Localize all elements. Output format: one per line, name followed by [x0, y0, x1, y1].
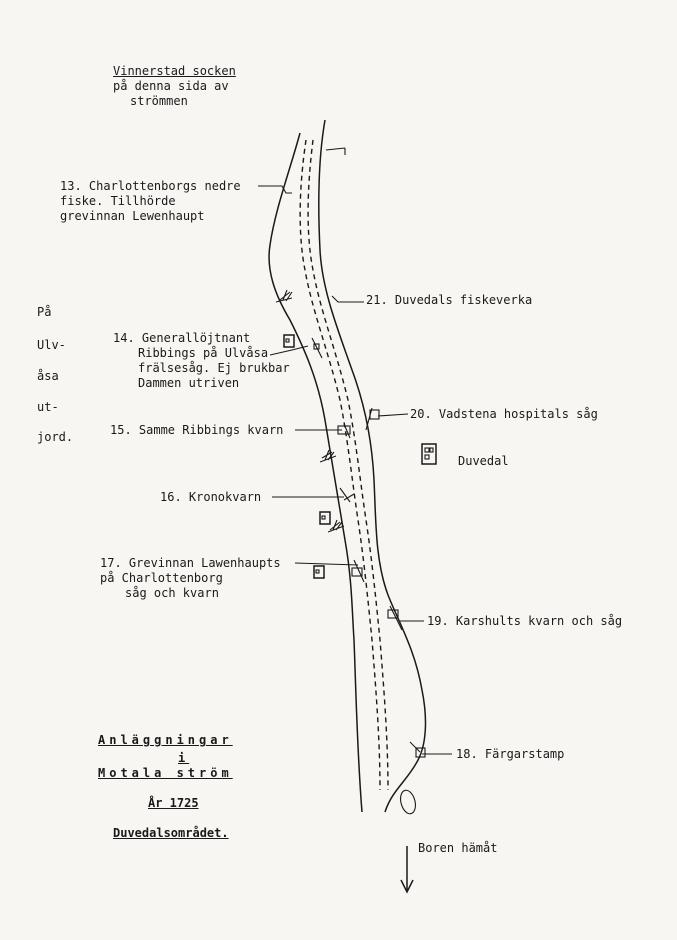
- building-duvedal: [422, 444, 436, 464]
- label-13-line2: fiske. Tillhörde: [60, 194, 176, 208]
- label-21: 21. Duvedals fiskeverka: [366, 293, 533, 307]
- legend-area: Duvedalsområdet.: [113, 826, 229, 840]
- label-14-line4: Dammen utriven: [138, 376, 240, 390]
- parish-subtitle-1: på denna sida av: [113, 79, 229, 93]
- mill-symbol-14: [312, 338, 322, 358]
- legend-river: Motala ström: [98, 766, 233, 780]
- label-17-line3: såg och kvarn: [125, 586, 219, 600]
- side-note-1: På: [37, 305, 52, 319]
- legend-year: År 1725: [148, 796, 199, 810]
- building-west-1: [284, 335, 294, 347]
- label-18: 18. Färgarstamp: [456, 747, 565, 761]
- direction-label: Boren hämåt: [418, 841, 498, 855]
- mill-symbol-19: [388, 606, 402, 630]
- label-13-line3: grevinnan Lewenhaupt: [60, 209, 205, 223]
- label-14-line1: 14. Generallöjtnant: [113, 331, 251, 345]
- building-west-2: [320, 512, 330, 524]
- river-island: [398, 789, 418, 816]
- legend-mid: i: [178, 751, 190, 765]
- building-west-3: [314, 566, 324, 578]
- label-14-line3: frälsesåg. Ej brukbar: [138, 361, 290, 375]
- label-14-line2: Ribbings på Ulvåsa: [138, 346, 269, 360]
- leader-21: [332, 296, 364, 302]
- direction-arrow: [401, 846, 413, 892]
- leader-13: [258, 186, 292, 193]
- canal-line-west: [300, 140, 380, 790]
- bank-hatch-2: [320, 450, 336, 462]
- parish-subtitle-2: strömmen: [130, 94, 188, 108]
- east-bank-hook: [326, 148, 345, 155]
- label-16: 16. Kronokvarn: [160, 490, 262, 504]
- label-20: 20. Vadstena hospitals såg: [410, 407, 598, 421]
- label-17-line1: 17. Grevinnan Lawenhaupts: [100, 556, 281, 570]
- east-river-bank: [319, 120, 426, 812]
- side-note-4: ut-: [37, 400, 59, 414]
- side-note-5: jord.: [37, 430, 74, 444]
- side-note-2: Ulv-: [37, 338, 66, 352]
- duvedal-label: Duvedal: [458, 454, 509, 468]
- leader-20: [378, 414, 408, 416]
- side-note-3: åsa: [37, 369, 59, 383]
- mill-symbol-16: [340, 488, 354, 502]
- west-river-bank: [269, 133, 362, 812]
- label-13-line1: 13. Charlottenborgs nedre: [60, 179, 241, 193]
- mill-symbol-17: [352, 560, 364, 582]
- legend-title: Anläggningar: [98, 733, 233, 747]
- label-19: 19. Karshults kvarn och såg: [427, 614, 623, 628]
- parish-title: Vinnerstad socken: [113, 64, 236, 78]
- mill-symbol-15: [338, 424, 350, 438]
- label-15: 15. Samme Ribbings kvarn: [110, 423, 284, 437]
- label-17-line2: på Charlottenborg: [100, 571, 223, 585]
